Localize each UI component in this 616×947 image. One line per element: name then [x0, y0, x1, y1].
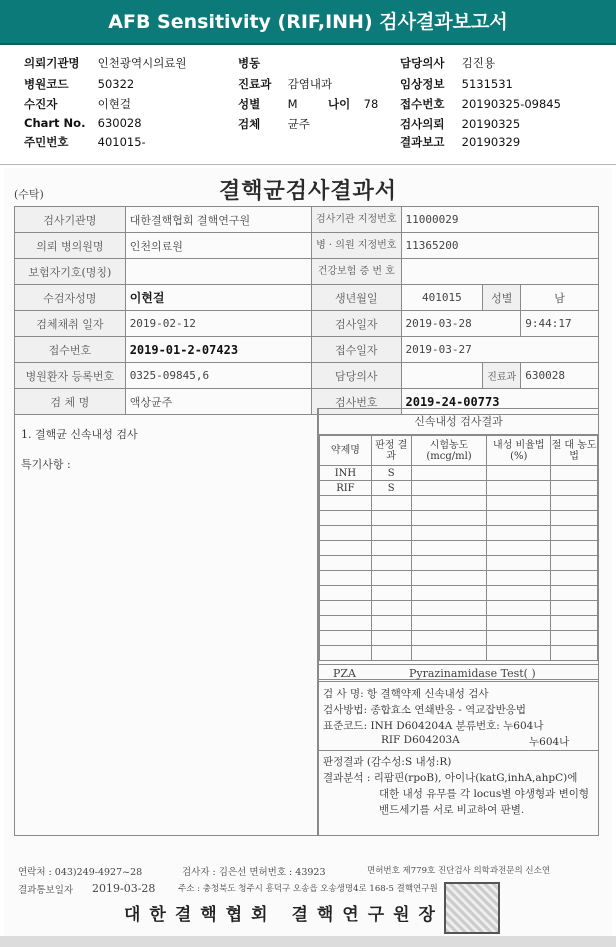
test-item: 1. 결핵균 신속내성 검사: [21, 428, 138, 441]
analysis-line-2: 대한 내성 유무를 각 locus별 야생형과 변이형: [379, 788, 590, 800]
lab-code: 11000029: [401, 207, 599, 233]
test-method: 검사방법: 종합효소 연쇄반응 - 역교잡반응법: [323, 704, 527, 716]
col-drug: 약제명: [320, 436, 372, 466]
result-panel: [318, 408, 599, 680]
field-age: 나이 78: [328, 97, 379, 111]
report-date: 2019-03-28: [92, 882, 156, 895]
divider: [319, 750, 598, 751]
insurer: [125, 259, 311, 285]
standard-code-rif: RIF D604203A: [381, 734, 460, 746]
table-row: [15, 311, 599, 337]
hospital-name: 인천의료원: [125, 233, 311, 259]
lab-name-label: 검사기관명: [15, 207, 126, 233]
hospital-label: 의뢰 병의원명: [15, 233, 126, 259]
lab-code-label: 검사기관 지정번호: [312, 207, 401, 233]
drug-name: RIF: [320, 481, 372, 496]
reg-no: 0325-09845,6: [125, 363, 311, 389]
table-row: [320, 511, 598, 526]
dept: 630028: [521, 363, 599, 389]
field-specimen: 검체 균주: [238, 117, 310, 131]
contact: 연락처 : 043)249-4927~28: [18, 867, 143, 878]
scanned-report: [4, 168, 612, 936]
table-row: [320, 586, 598, 601]
receipt-no: 2019-01-2-07423: [125, 337, 311, 363]
result-heading: 신속내성 검사결과: [319, 409, 598, 435]
address: 주소 : 충청북도 청주시 흥덕구 오송읍 오송생명4로 168-5 결핵연구원: [178, 884, 438, 894]
doctor-label: 담당의사: [312, 363, 401, 389]
special-notes: 특기사항 :: [21, 458, 71, 471]
receipt-date-label: 접수일자: [312, 337, 401, 363]
test-date-label: 검사일자: [312, 311, 401, 337]
drug-result: S: [371, 466, 411, 481]
pza-row: [318, 664, 599, 682]
seal-stamp: [444, 882, 500, 934]
receipt-date: 2019-03-27: [401, 337, 599, 363]
notes-panel: [14, 408, 318, 836]
sex: 남: [521, 285, 599, 311]
dept-label: 진료과: [483, 363, 521, 389]
drug-result: S: [371, 481, 411, 496]
hospital-code: 11365200: [401, 233, 599, 259]
col-concentration: 시험농도 (mcg/ml): [411, 436, 487, 466]
table-row: [320, 556, 598, 571]
field-chart-no: Chart No. 630028: [24, 116, 142, 130]
pza-text: Pyrazinamidase Test( ): [409, 667, 536, 680]
table-row: [320, 571, 598, 586]
report-kind: (수탁): [14, 188, 44, 201]
field-sex: 성별 M: [238, 97, 298, 111]
table-row: [15, 207, 599, 233]
col-judgement: 판정 결과: [371, 436, 411, 466]
drug-name: INH: [320, 466, 372, 481]
patient-name: 이현걸: [125, 285, 311, 311]
table-row: [320, 541, 598, 556]
field-receipt-no: 접수번호 20190325-09845: [400, 97, 561, 111]
pza-label: PZA: [333, 667, 356, 680]
lab-name: 대한결핵협회 결핵연구원: [125, 207, 311, 233]
standard-code: 표준코드: INH D604204A 분류번호: 누604나: [323, 720, 544, 732]
table-row: [320, 601, 598, 616]
table-row: [320, 466, 598, 481]
field-institution: 의뢰기관명 인천광역시의료원: [24, 56, 187, 70]
specimen: 액상균주: [125, 389, 311, 415]
bottom-strip: [0, 936, 616, 947]
col-resistance: 내성 비율법(%): [487, 436, 551, 466]
test-time: 9:44:17: [521, 311, 599, 337]
table-row: [320, 496, 598, 511]
info-table: [14, 206, 599, 415]
report-title: AFB Sensitivity (RIF,INH) 검사결과보고서: [0, 0, 616, 45]
field-clinical-info: 임상정보 5131531: [400, 77, 513, 91]
col-absolute: 절 대 농도법: [551, 436, 598, 466]
hospital-code-label: 병 · 의원 지정번호: [312, 233, 401, 259]
dob-label: 생년월일: [312, 285, 401, 311]
reg-no-label: 병원환자 등록번호: [15, 363, 126, 389]
field-patient: 수진자 이현걸: [24, 97, 131, 111]
examiner: 검사자 : 김은선 면허번호 : 43923: [182, 867, 326, 878]
table-row: [320, 646, 598, 661]
patient-label: 수검자성명: [15, 285, 126, 311]
test-date: 2019-03-28: [401, 311, 521, 337]
field-report-date: 결과보고 20190329: [400, 135, 521, 149]
table-row: [320, 436, 598, 466]
table-row: [15, 337, 599, 363]
collect-date: 2019-02-12: [125, 311, 311, 337]
test-no: 2019-24-00773: [401, 389, 599, 415]
field-doctor: 담당의사 김진용: [400, 56, 495, 70]
analysis-line-1: 결과분석 : 리팜핀(rpoB), 아이나(katG,inhA,ahpC)에: [323, 772, 578, 784]
analysis-line-3: 밴드세기를 서로 비교하여 판별.: [379, 804, 525, 816]
doctor: [401, 363, 483, 389]
table-row: [15, 285, 599, 311]
report-date-label: 결과통보일자: [18, 885, 74, 896]
result-table: [319, 435, 598, 661]
field-hospital-code: 병원코드 50322: [24, 77, 135, 91]
report-heading: 결핵균검사결과서: [218, 178, 398, 204]
table-row: [320, 526, 598, 541]
table-row: [320, 631, 598, 646]
field-resident-no: 주민번호 401015-: [24, 135, 146, 149]
sex-label: 성별: [483, 285, 521, 311]
specimen-label: 검 체 명: [15, 389, 126, 415]
header-divider: [0, 164, 616, 165]
insurer-label: 보험자기호(명칭): [15, 259, 126, 285]
dob: 401015: [401, 285, 483, 311]
table-row: [15, 259, 599, 285]
field-ward: 병동: [238, 56, 261, 70]
license: 면허번호 제779호 진단검사 의학과전문의 신소연: [367, 866, 551, 876]
receipt-no-label: 접수번호: [15, 337, 126, 363]
health-label: 건강보험 증 번 호: [312, 259, 401, 285]
judgement-legend: 판정결과 (감수성:S 내성:R): [323, 756, 452, 768]
classification-rif: 누604나: [529, 736, 570, 748]
table-row: [320, 481, 598, 496]
collect-label: 검체채취 일자: [15, 311, 126, 337]
organization-name: 대한결핵협회 결핵연구원장: [124, 905, 444, 925]
test-no-label: 검사번호: [312, 389, 401, 415]
field-department: 진료과 감염내과: [238, 77, 333, 91]
table-row: [320, 616, 598, 631]
field-request-date: 검사의뢰 20190325: [400, 117, 521, 131]
health-no: [401, 259, 599, 285]
table-row: [15, 363, 599, 389]
test-name: 검 사 명: 항 결핵약제 신속내성 검사: [323, 688, 489, 700]
table-row: [15, 233, 599, 259]
method-panel: [318, 681, 599, 836]
